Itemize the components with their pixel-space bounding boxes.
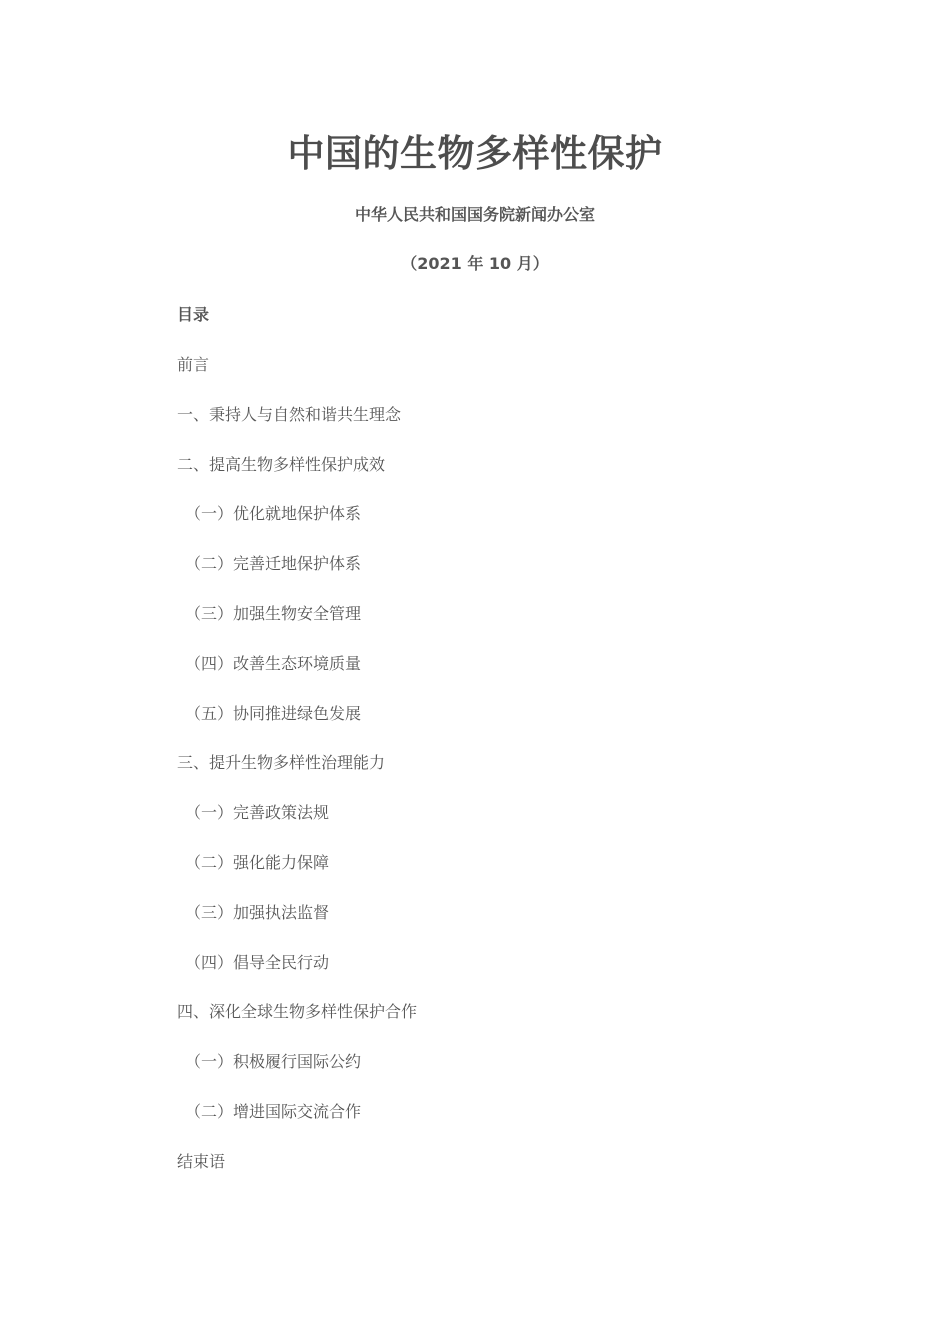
- toc-heading: 目录: [177, 305, 210, 324]
- toc-subitem: （一）优化就地保护体系: [185, 504, 362, 524]
- toc-subitem: （三）加强生物安全管理: [185, 603, 362, 623]
- toc-item: 二、提高生物多样性保护成效: [177, 454, 386, 474]
- toc-item: 结束语: [177, 1151, 226, 1171]
- toc-subitem: （三）加强执法监督: [185, 902, 330, 922]
- toc-subitem: （四）改善生态环境质量: [185, 653, 362, 673]
- toc-item: 前言: [177, 355, 210, 374]
- page-title: 中国的生物多样性保护: [287, 132, 663, 175]
- toc-item: 三、提升生物多样性治理能力: [177, 753, 386, 773]
- toc-subitem: （一）完善政策法规: [185, 803, 330, 823]
- toc-subitem: （二）增进国际交流合作: [185, 1101, 362, 1121]
- toc-item: 一、秉持人与自然和谐共生理念: [177, 404, 402, 424]
- toc-subitem: （四）倡导全民行动: [185, 952, 330, 972]
- toc-subitem: （五）协同推进绿色发展: [185, 703, 362, 723]
- toc-item: 四、深化全球生物多样性保护合作: [177, 1002, 418, 1022]
- toc-subitem: （一）积极履行国际公约: [185, 1052, 362, 1072]
- issuer-subtitle: 中华人民共和国国务院新闻办公室: [354, 205, 595, 224]
- toc-subitem: （二）强化能力保障: [185, 852, 330, 872]
- publication-date: （2021 年 10 月）: [401, 254, 549, 273]
- table-of-contents: [177, 352, 417, 1199]
- toc-subitem: （二）完善迁地保护体系: [185, 554, 362, 574]
